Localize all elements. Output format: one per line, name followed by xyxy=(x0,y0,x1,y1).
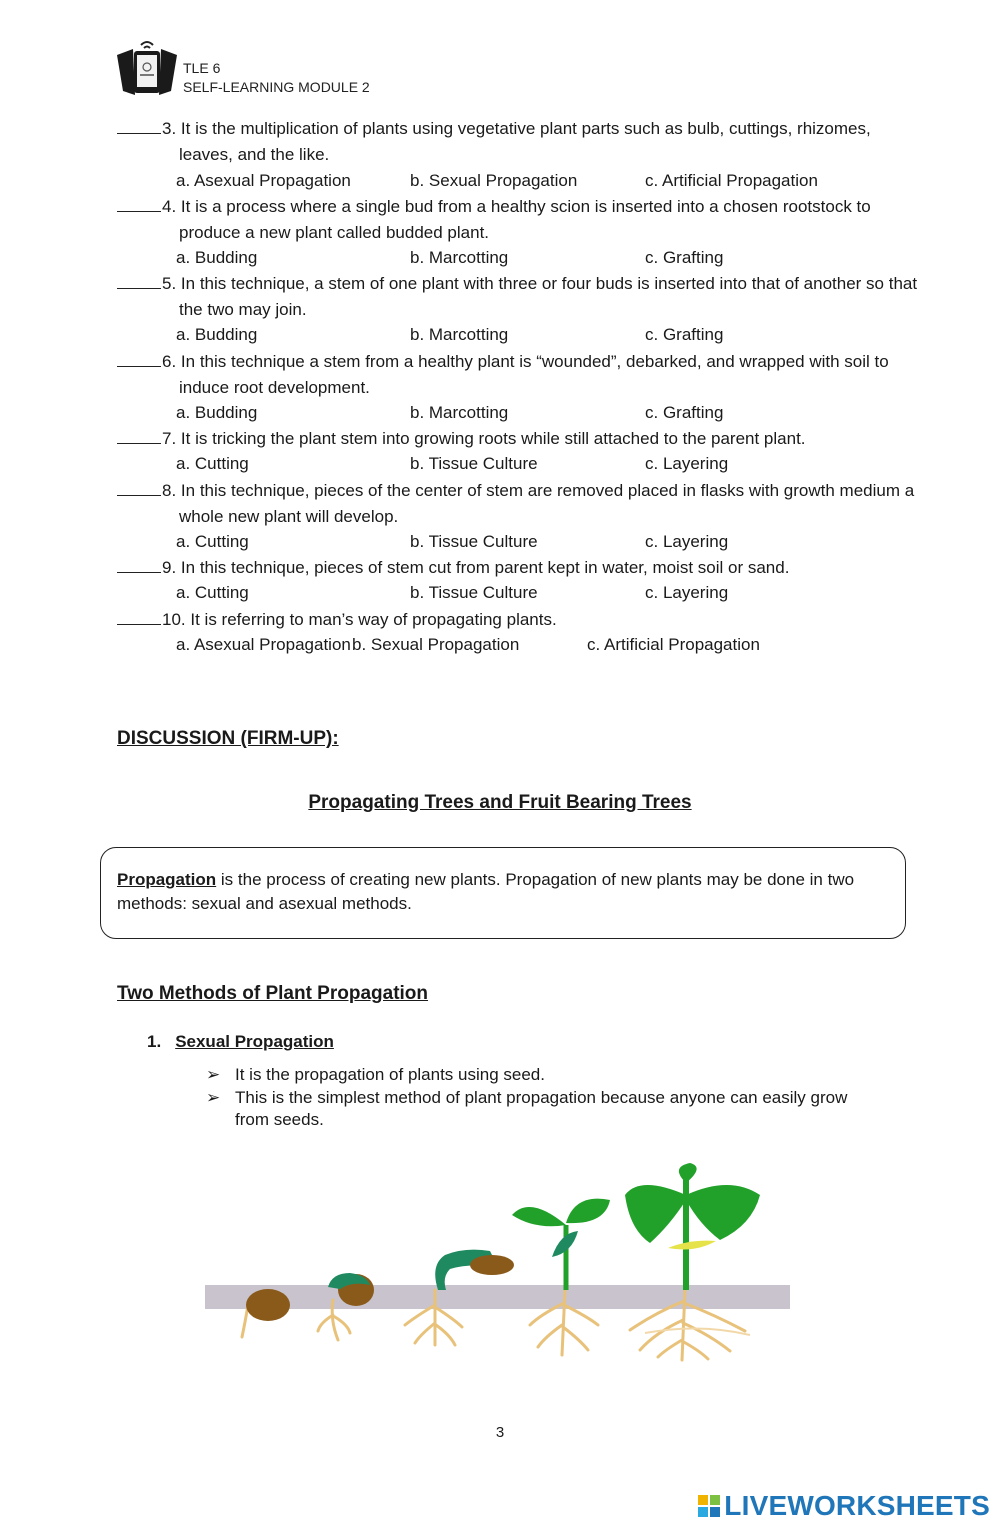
question-text: In this technique, pieces of stem cut from parent kept in water, moist soil or sand. xyxy=(180,558,790,577)
method-1-heading xyxy=(147,1032,334,1052)
subject-label: TLE 6 xyxy=(183,60,221,76)
option-b: b. Tissue Culture xyxy=(410,532,538,551)
question-7 xyxy=(117,426,897,452)
definition-rest: is the process of creating new plants. Propagation of new plants may be done in two methods: sexual and asexual methods. xyxy=(117,870,855,913)
option-c: c. Artificial Propagation xyxy=(587,635,760,654)
page-number: 3 xyxy=(495,1424,505,1441)
bullet-text: This is the simplest method of plant propagation because anyone can easily grow from seeds. xyxy=(235,1088,848,1129)
question-number: 5. xyxy=(162,274,177,293)
bullet-item xyxy=(206,1087,886,1131)
grid-logo-icon xyxy=(697,1494,721,1518)
answer-blank[interactable] xyxy=(117,556,161,573)
module-label: SELF-LEARNING MODULE 2 xyxy=(183,79,370,95)
discussion-heading: DISCUSSION (FIRM-UP): xyxy=(117,728,339,749)
question-8 xyxy=(117,478,915,530)
question-text: It is a process where a single bud from a healthy scion is inserted into a chosen rootstock to xyxy=(180,197,871,216)
question-text: In this technique a stem from a healthy plant is “wounded”, debarked, and wrapped with soil to xyxy=(180,352,889,371)
option-c: c. Layering xyxy=(645,532,729,551)
arrow-bullet-icon: ➢ xyxy=(206,1088,221,1107)
option-c: c. Artificial Propagation xyxy=(645,171,818,190)
question-10 xyxy=(117,607,897,633)
question-9 xyxy=(117,555,897,581)
question-6 xyxy=(117,349,897,401)
option-b: b. Marcotting xyxy=(410,403,509,422)
bullet-text: It is the propagation of plants using seed. xyxy=(235,1065,545,1084)
bullet-item xyxy=(206,1064,886,1086)
question-text-cont: whole new plant will develop. xyxy=(179,507,399,526)
question-number: 6. xyxy=(162,352,177,371)
question-4 xyxy=(117,194,897,246)
question-number: 10. xyxy=(162,610,186,629)
option-a: a. Cutting xyxy=(176,532,249,551)
option-a: a. Asexual Propagation xyxy=(176,635,351,654)
option-b: b. Marcotting xyxy=(410,325,509,344)
question-3 xyxy=(117,116,897,168)
question-text-cont: produce a new plant called budded plant. xyxy=(179,223,490,242)
answer-blank[interactable] xyxy=(117,117,161,134)
method-number: 1. xyxy=(147,1032,162,1051)
option-a: a. Cutting xyxy=(176,454,249,473)
option-b: b. Tissue Culture xyxy=(410,454,538,473)
brand-name: LIVEWORKSHEETS xyxy=(724,1490,990,1521)
answer-blank[interactable] xyxy=(117,195,161,212)
question-number: 9. xyxy=(162,558,177,577)
answer-blank[interactable] xyxy=(117,272,161,289)
question-number: 4. xyxy=(162,197,177,216)
question-text-cont: the two may join. xyxy=(179,300,307,319)
question-text: It is the multiplication of plants using vegetative plant parts such as bulb, cuttings, rhizomes, xyxy=(180,119,871,138)
question-number: 7. xyxy=(162,429,177,448)
question-text: In this technique, pieces of the center of stem are removed placed in flasks with growth medium a xyxy=(180,481,915,500)
option-a: a. Cutting xyxy=(176,583,249,602)
question-number: 3. xyxy=(162,119,177,138)
option-a: a. Budding xyxy=(176,403,258,422)
methods-heading: Two Methods of Plant Propagation xyxy=(117,983,429,1004)
question-text-cont: leaves, and the like. xyxy=(179,145,330,164)
option-b: b. Sexual Propagation xyxy=(410,171,578,190)
answer-blank[interactable] xyxy=(117,479,161,496)
question-number: 8. xyxy=(162,481,177,500)
section-title: Propagating Trees and Fruit Bearing Trees xyxy=(308,792,692,813)
brand-logo xyxy=(697,1490,990,1522)
book-tablet-logo-icon xyxy=(115,35,179,99)
definition-text xyxy=(117,868,897,916)
arrow-bullet-icon: ➢ xyxy=(206,1065,221,1084)
question-text: It is tricking the plant stem into growing roots while still attached to the parent plant. xyxy=(180,429,806,448)
option-b: b. Sexual Propagation xyxy=(352,635,520,654)
option-a: a. Budding xyxy=(176,325,258,344)
option-a: a. Budding xyxy=(176,248,258,267)
question-text-cont: induce root development. xyxy=(179,378,370,397)
answer-blank[interactable] xyxy=(117,427,161,444)
question-text: It is referring to man’s way of propagating plants. xyxy=(190,610,557,629)
answer-blank[interactable] xyxy=(117,350,161,367)
question-5 xyxy=(117,271,918,323)
method-title: Sexual Propagation xyxy=(175,1032,334,1051)
option-c: c. Layering xyxy=(645,583,729,602)
definition-term: Propagation xyxy=(117,870,217,889)
option-b: b. Marcotting xyxy=(410,248,509,267)
option-a: a. Asexual Propagation xyxy=(176,171,351,190)
option-b: b. Tissue Culture xyxy=(410,583,538,602)
question-text: In this technique, a stem of one plant with three or four buds is inserted into that of another so that xyxy=(180,274,918,293)
option-c: c. Grafting xyxy=(645,248,724,267)
option-c: c. Grafting xyxy=(645,325,724,344)
seed-germination-illustration xyxy=(200,1155,800,1370)
option-c: c. Grafting xyxy=(645,403,724,422)
answer-blank[interactable] xyxy=(117,608,161,625)
option-c: c. Layering xyxy=(645,454,729,473)
